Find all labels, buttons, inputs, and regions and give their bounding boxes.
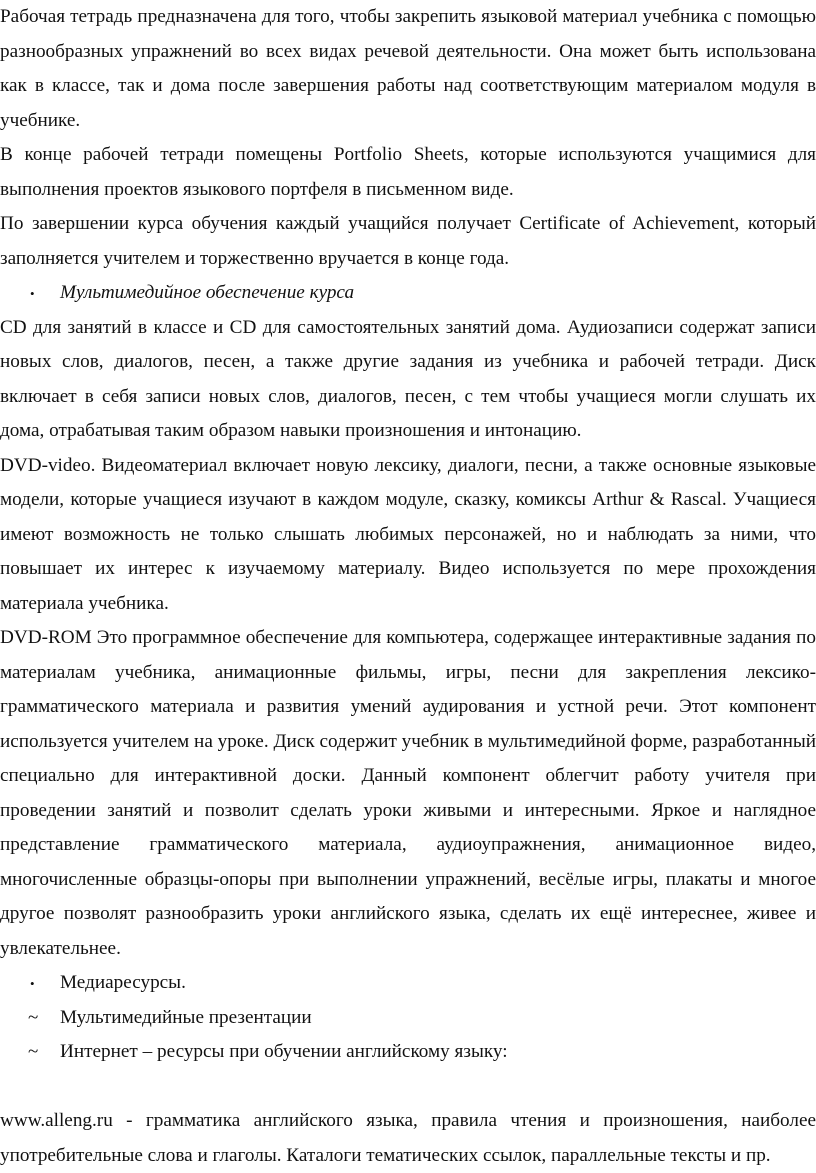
blank-line [0, 1070, 816, 1105]
section-heading-multimedia [0, 276, 816, 311]
section-heading-label: Мультимедийное обеспечение курса [60, 282, 355, 303]
list-item-label: Медиаресурсы. [60, 972, 186, 993]
list-item-media-resources [0, 966, 816, 1001]
bullet-marker: • [30, 976, 35, 991]
paragraph-workbook: Рабочая тетрадь предназначена для того, чтобы закрепить языковой материал учебника с помощью разнообразных упражнений во всех видах речевой деятельности. Она может быть использована как в классе, так и дома после завершения работы над соответствующим материалом модуля в учебнике. [0, 6, 816, 131]
paragraph-portfolio: В конце рабочей тетради помещены Portfolio Sheets, которые используются учащимися для выполнения проектов языкового портфеля в письменном виде. [0, 144, 816, 200]
list-item-internet-resources [0, 1035, 816, 1070]
paragraph-cd: CD для занятий в классе и CD для самостоятельных занятий дома. Аудиозаписи содержат записи новых слов, диалогов, песен, а также другие задания из учебника и рабочей тетради. Диск включает в себя записи новых слов, диалогов, песен, с тем чтобы учащиеся могли слушать их дома, отрабатывая таким образом навыки произношения и интонацию. [0, 316, 816, 441]
list-item-label: Мультимедийные презентации [60, 1006, 312, 1028]
list-item-label: Интернет – ресурсы при обучении английскому языку: [60, 1041, 508, 1062]
paragraph-dvd-rom: DVD-ROM Это программное обеспечение для компьютера, содержащее интерактивные задания по материалам учебника, анимационные фильмы, игры, песни для закрепления лексико-грамматического материала и развития умений аудирования и устной речи. Этот компонент используется учителем на уроке. Диск содержит учебник в мультимедийной форме, разработанный специально для интерактивной доски. Данный компонент облегчит работу учителя при проведении занятий и позволит сделать уроки живыми и интересными. Яркое и наглядное представление грамматического материала, аудиоупражнения, анимационное видео, многочисленные образцы-опоры при выполнении упражнений, весёлые игры, плакаты и многое другое позволят разнообразить уроки английского языка, сделать их ещё интереснее, живее и увлекательнее. [0, 627, 816, 959]
tilde-marker: ~ [28, 1006, 39, 1028]
paragraph-alleng: www.alleng.ru - грамматика английского языка, правила чтения и произношения, наиболее употребительные слова и глаголы. Каталоги тематических ссылок, параллельные тексты и пр. [0, 1110, 816, 1166]
list-item-presentations [0, 1001, 816, 1036]
tilde-marker: ~ [28, 1041, 39, 1062]
bullet-marker: • [30, 286, 35, 301]
paragraph-certificate: По завершении курса обучения каждый учащийся получает Certificate of Achievement, который заполняется учителем и торжественно вручается в конце года. [0, 213, 816, 269]
paragraph-dvd-video: DVD-video. Видеоматериал включает новую лексику, диалоги, песни, а также основные языковые модели, которые учащиеся изучают в каждом модуле, сказку, комиксы Arthur & Rascal. Учащиеся имеют возможность не только слышать любимых персонажей, но и наблюдать за ними, что повышает их интерес к изучаемому материалу. Видео используется по мере прохождения материала учебника. [0, 454, 816, 614]
